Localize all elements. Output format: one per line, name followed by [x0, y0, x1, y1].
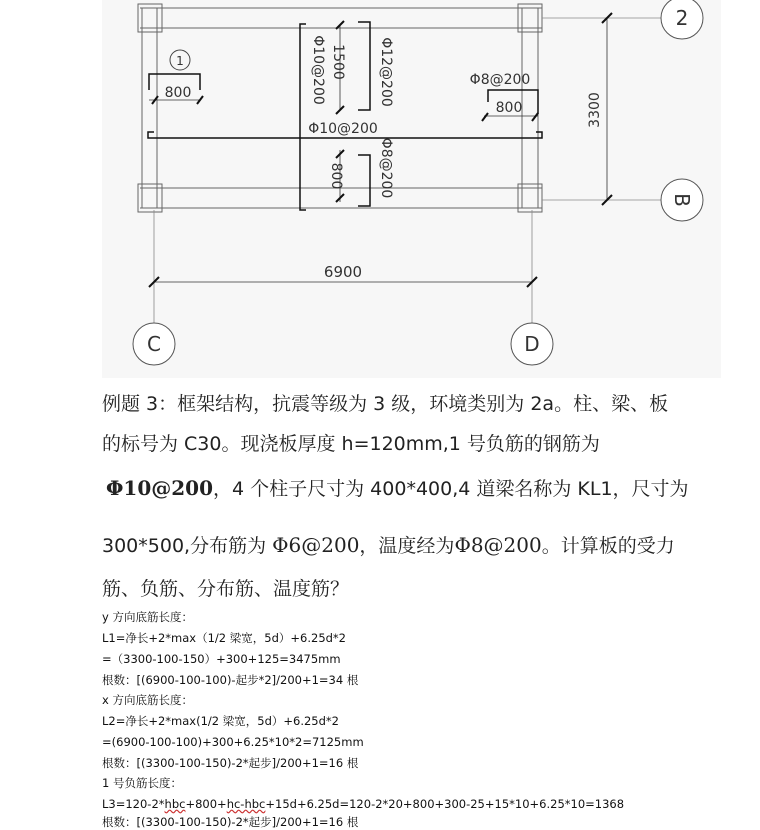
rebar-phi10-horizontal: Φ10@200	[308, 121, 378, 137]
rebar-symbol-phi8: Φ8@200	[454, 533, 542, 557]
rebar-symbol-phi6: Φ6@200	[272, 533, 360, 557]
axis-label-b: B	[670, 193, 694, 207]
problem-line-1: 例题 3：框架结构，抗震等级为 3 级，环境类别为 2a。柱、梁、板	[102, 393, 669, 415]
rebar-phi8-right: Φ8@200	[469, 72, 531, 88]
calc-y-count: 根数：[(6900-100-100)-起步*2]/200+1=34 根	[102, 673, 359, 687]
calc-l1: L1=净长+2*max（1/2 梁宽，5d）+6.25d*2	[102, 631, 347, 645]
rebar-phi10-vertical: Φ10@200	[310, 35, 326, 105]
problem-line-2: 的标号为 C30。现浇板厚度 h=120mm,1 号负筋的钢筋为	[102, 433, 600, 455]
problem-line-4-c: 。计算板的受力	[541, 535, 675, 557]
problem-line-5: 筋、负筋、分布筋、温度筋？	[102, 578, 350, 600]
problem-line-4	[102, 532, 675, 559]
calc-l3: L3=120-2*hbc+800+hc-hbc+15d+6.25d=120-2*20+800+300-25+15*10+6.25*10=1368	[102, 797, 625, 811]
heading-y-bottom: y 方向底筋长度：	[102, 610, 193, 624]
calc-x-count: 根数：[(3300-100-150)-2*起步]/200+1=16 根	[102, 756, 359, 770]
structural-drawing	[102, 0, 721, 378]
calc-negative-count: 根数：[(3300-100-150)-2*起步]/200+1=16 根	[102, 815, 359, 829]
calc-l2: L2=净长+2*max(1/2 梁宽，5d）+6.25d*2	[102, 714, 339, 728]
calc-l1-result: =（3300-100-150）+300+125=3475mm	[102, 652, 341, 666]
dim-right-negative: 800	[495, 100, 523, 116]
dim-span-x: 6900	[323, 263, 363, 281]
heading-negative-1: 1 号负筋长度：	[102, 776, 182, 790]
rebar-phi8-vertical: Φ8@200	[378, 137, 394, 199]
problem-line-3	[106, 475, 689, 502]
rebar-phi12-vertical: Φ12@200	[378, 37, 394, 107]
axis-label-2: 2	[675, 6, 689, 30]
vertical-bottom-rebar	[300, 24, 306, 210]
bottom-negative-rebar	[358, 155, 370, 206]
problem-line-4-a: 300*500,分布筋为	[102, 535, 273, 557]
dim-left-negative: 800	[164, 85, 192, 101]
dim-top-length: 1500	[330, 44, 346, 80]
problem-line-4-b: ，温度经为	[359, 535, 455, 557]
axis-label-d: D	[524, 332, 540, 356]
rebar-symbol-phi10: Φ10@200	[106, 476, 214, 500]
top-negative-rebar	[358, 22, 370, 110]
slab-plan-svg	[102, 0, 721, 378]
slab-number: 1	[176, 54, 184, 68]
axis-label-c: C	[147, 332, 161, 356]
dim-span-y: 3300	[587, 92, 603, 128]
heading-x-bottom: x 方向底筋长度：	[102, 693, 193, 707]
calc-l2-result: =(6900-100-100)+300+6.25*10*2=7125mm	[102, 735, 364, 749]
dim-bottom-length: 800	[328, 162, 344, 190]
problem-line-3-text: ，4 个柱子尺寸为 400*400,4 道梁名称为 KL1，尺寸为	[213, 478, 689, 500]
